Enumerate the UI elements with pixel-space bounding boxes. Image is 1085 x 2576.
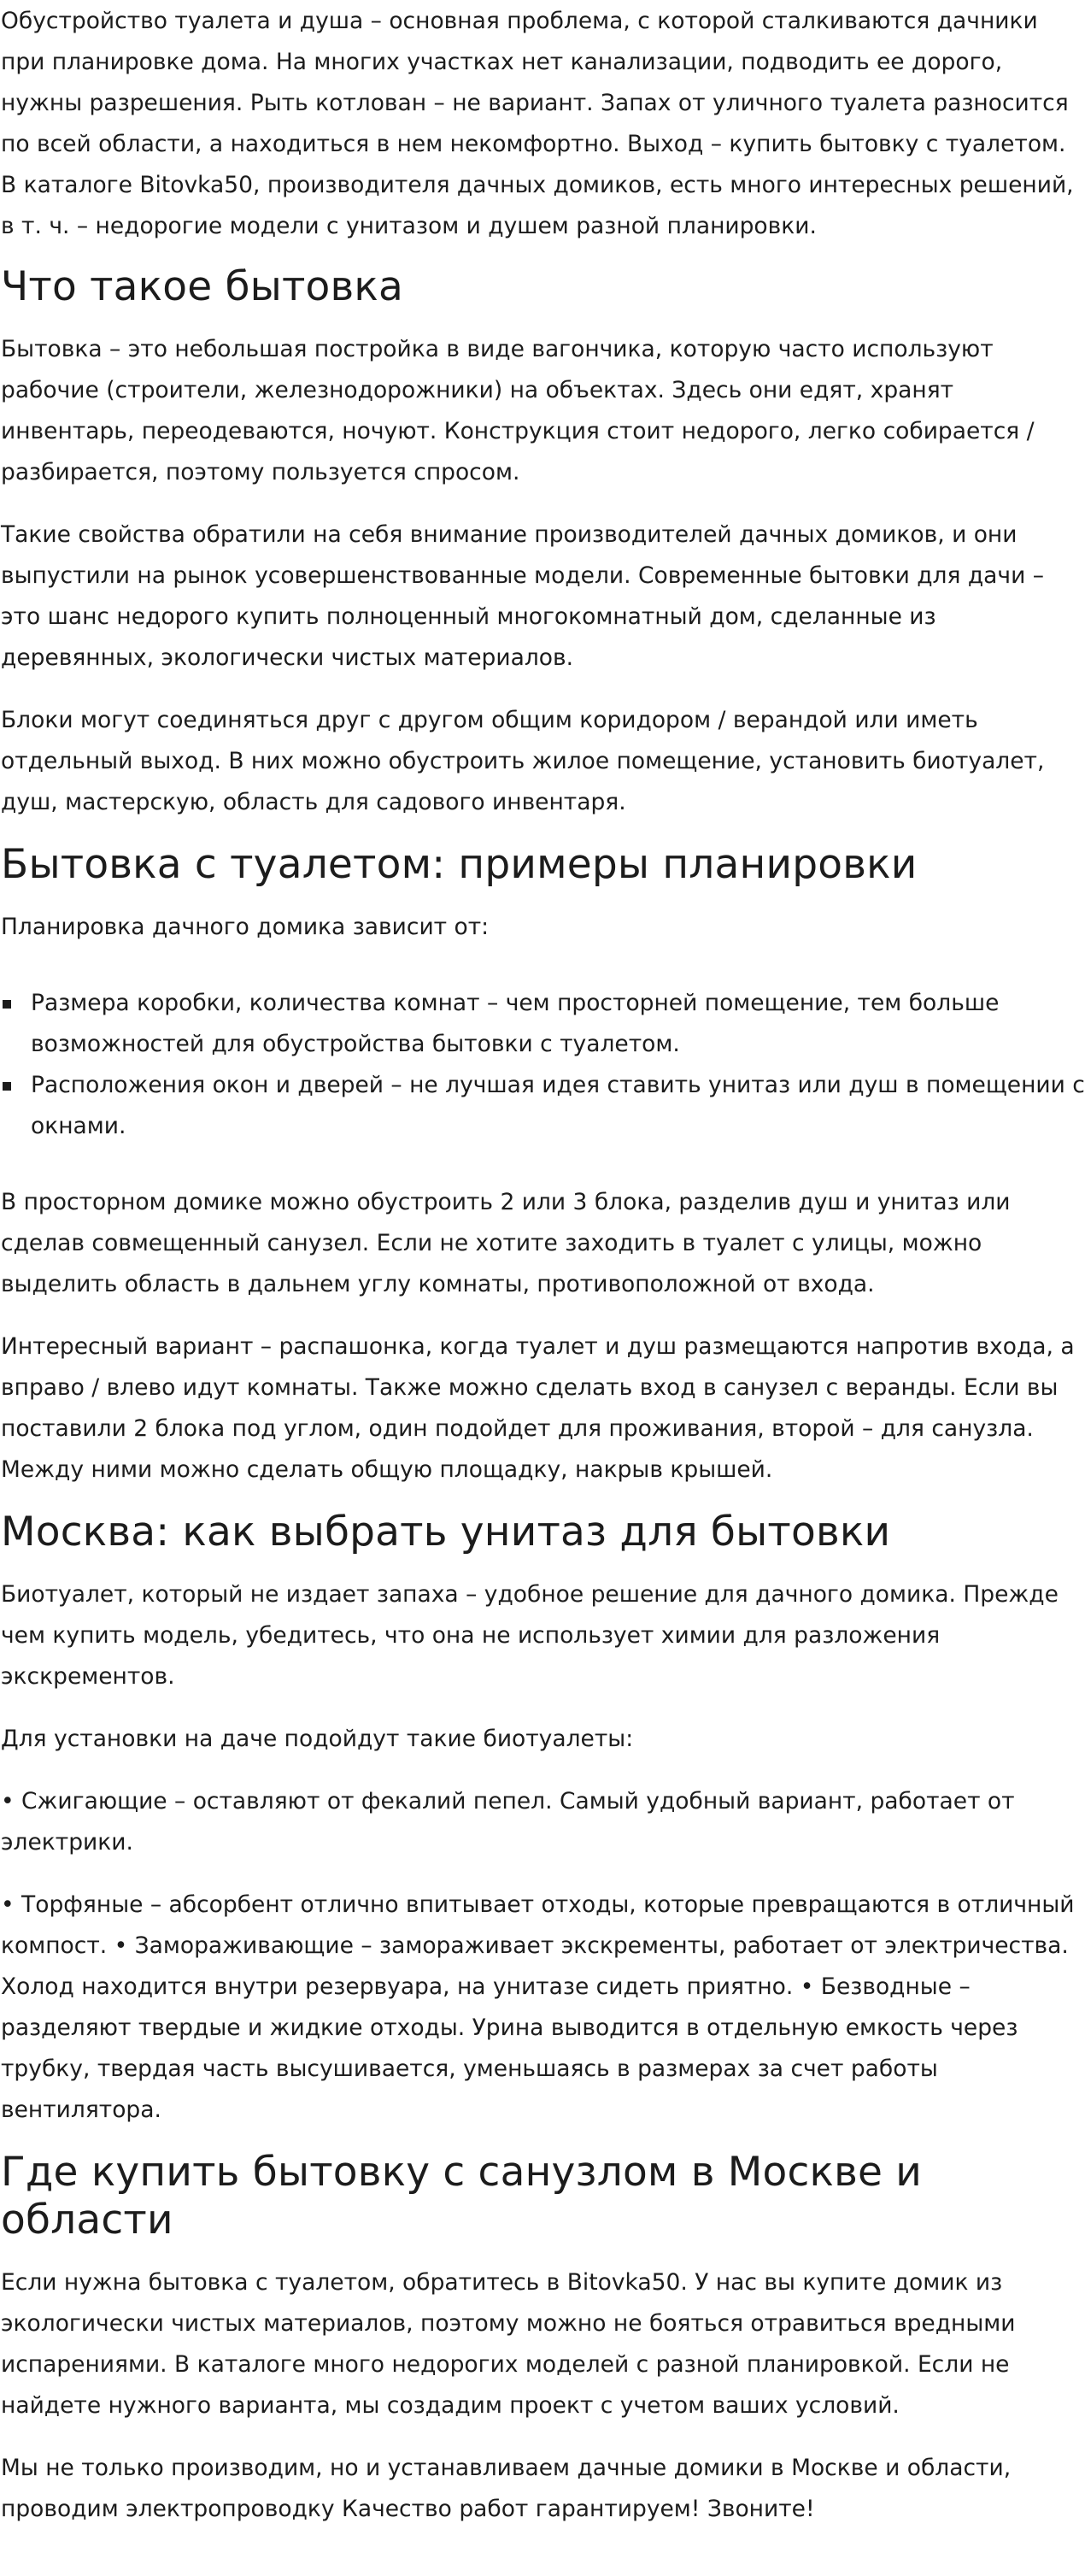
section3-paragraph-1: Биотуалет, который не издает запаха – удобное решение для дачного домика. Прежде чем купить модель, убедитесь, что она не использует химии для разложения экскрементов. — [1, 1581, 1059, 1690]
section2-lead: Планировка дачного домика зависит от: — [1, 914, 490, 940]
list-item — [31, 983, 1085, 1065]
section1-paragraph-2: Такие свойства обратили на себя внимание производителей дачных домиков, и они выпустили на рынок усовершенствованные модели. Современные бытовки для дачи – это шанс недорого купить полноценный многокомнатный дом, сделанные из деревянных, экологически чистых материалов. — [1, 521, 1044, 671]
section3-paragraph-4: • Торфяные – абсорбент отлично впитывает отходы, которые превращаются в отличный компост. • Замораживающие – замораживает экскременты, работает от электричества. Холод находится внутри резервуара, на унитазе сидеть приятно. • Безводные – разделяют твердые и жидкие отходы. Урина выводится в отдельную емкость через трубку, твердая часть высушивается, уменьшаясь в размерах за счет работы вентилятора. — [1, 1891, 1075, 2123]
list-item-text: Расположения окон и дверей – не лучшая идея ставить унитаз или душ в помещении с окнами. — [31, 1072, 1085, 1139]
section3-paragraph-2: Для установки на даче подойдут такие биотуалеты: — [1, 1726, 634, 1752]
intro-paragraph: Обустройство туалета и душа – основная проблема, с которой сталкиваются дачники при планировке дома. На многих участках нет канализации, подводить ее дорого, нужны разрешения. Рыть котлован – не вариант. Запах от уличного туалета разносится по всей области, а находиться в нем некомфортно. Выход – купить бытовку с туалетом. В каталоге Bitovka50, производителя дачных домиков, есть много интересных решений, в т. ч. – недорогие модели с унитазом и душем разной планировки. — [1, 8, 1074, 239]
square-bullet-icon — [3, 1000, 11, 1009]
section1-paragraph-1: Бытовка – это небольшая постройка в виде вагончика, которую часто используют рабочие (строители, железнодорожники) на объектах. Здесь они едят, хранят инвентарь, переодеваются, ночуют. Конструкция стоит недорого, легко собирается / разбирается, поэтому пользуется спросом. — [1, 336, 1035, 485]
section-heading-layouts: Бытовка с туалетом: примеры планировки — [1, 841, 918, 888]
section4-paragraph-2: Мы не только производим, но и устанавливаем дачные домики в Москве и области, проводим электропроводку Качество работ гарантируем! Звоните! — [1, 2455, 1012, 2522]
list-item — [31, 1065, 1085, 1147]
section-heading-choose-toilet: Москва: как выбрать унитаз для бытовки — [1, 1509, 891, 1556]
layout-factors-list — [1, 983, 1085, 1147]
section-heading-where-to-buy: Где купить бытовку с санузлом в Москве и области — [1, 2149, 923, 2244]
list-item-text: Размера коробки, количества комнат – чем просторней помещение, тем больше возможностей для обустройства бытовки с туалетом. — [31, 990, 1000, 1057]
section2-paragraph-2: Интересный вариант – распашонка, когда туалет и душ размещаются напротив входа, а вправо / влево идут комнаты. Также можно сделать вход в санузел с веранды. Если вы поставили 2 блока под углом, один подойдет для проживания, второй – для санузла. Между ними можно сделать общую площадку, накрыв крышей. — [1, 1333, 1075, 1483]
section3-paragraph-3: • Сжигающие – оставляют от фекалий пепел. Самый удобный вариант, работает от электрики. — [1, 1788, 1015, 1856]
section1-paragraph-3: Блоки могут соединяться друг с другом общим коридором / верандой или иметь отдельный выход. В них можно обустроить жилое помещение, установить биотуалет, душ, мастерскую, область для садового инвентаря. — [1, 707, 1045, 815]
square-bullet-icon — [3, 1082, 11, 1091]
section4-paragraph-1: Если нужна бытовка с туалетом, обратитесь в Bitovka50. У нас вы купите домик из экологически чистых материалов, поэтому можно не бояться отравиться вредными испарениями. В каталоге много недорогих моделей с разной планировкой. Если не найдете нужного варианта, мы создадим проект с учетом ваших условий. — [1, 2269, 1016, 2419]
section2-paragraph-1: В просторном домике можно обустроить 2 или 3 блока, разделив душ и унитаз или сделав совмещенный санузел. Если не хотите заходить в туалет с улицы, можно выделить область в дальнем углу комнаты, противоположной от входа. — [1, 1189, 1011, 1297]
section-heading-what-is: Что такое бытовка — [1, 263, 403, 310]
